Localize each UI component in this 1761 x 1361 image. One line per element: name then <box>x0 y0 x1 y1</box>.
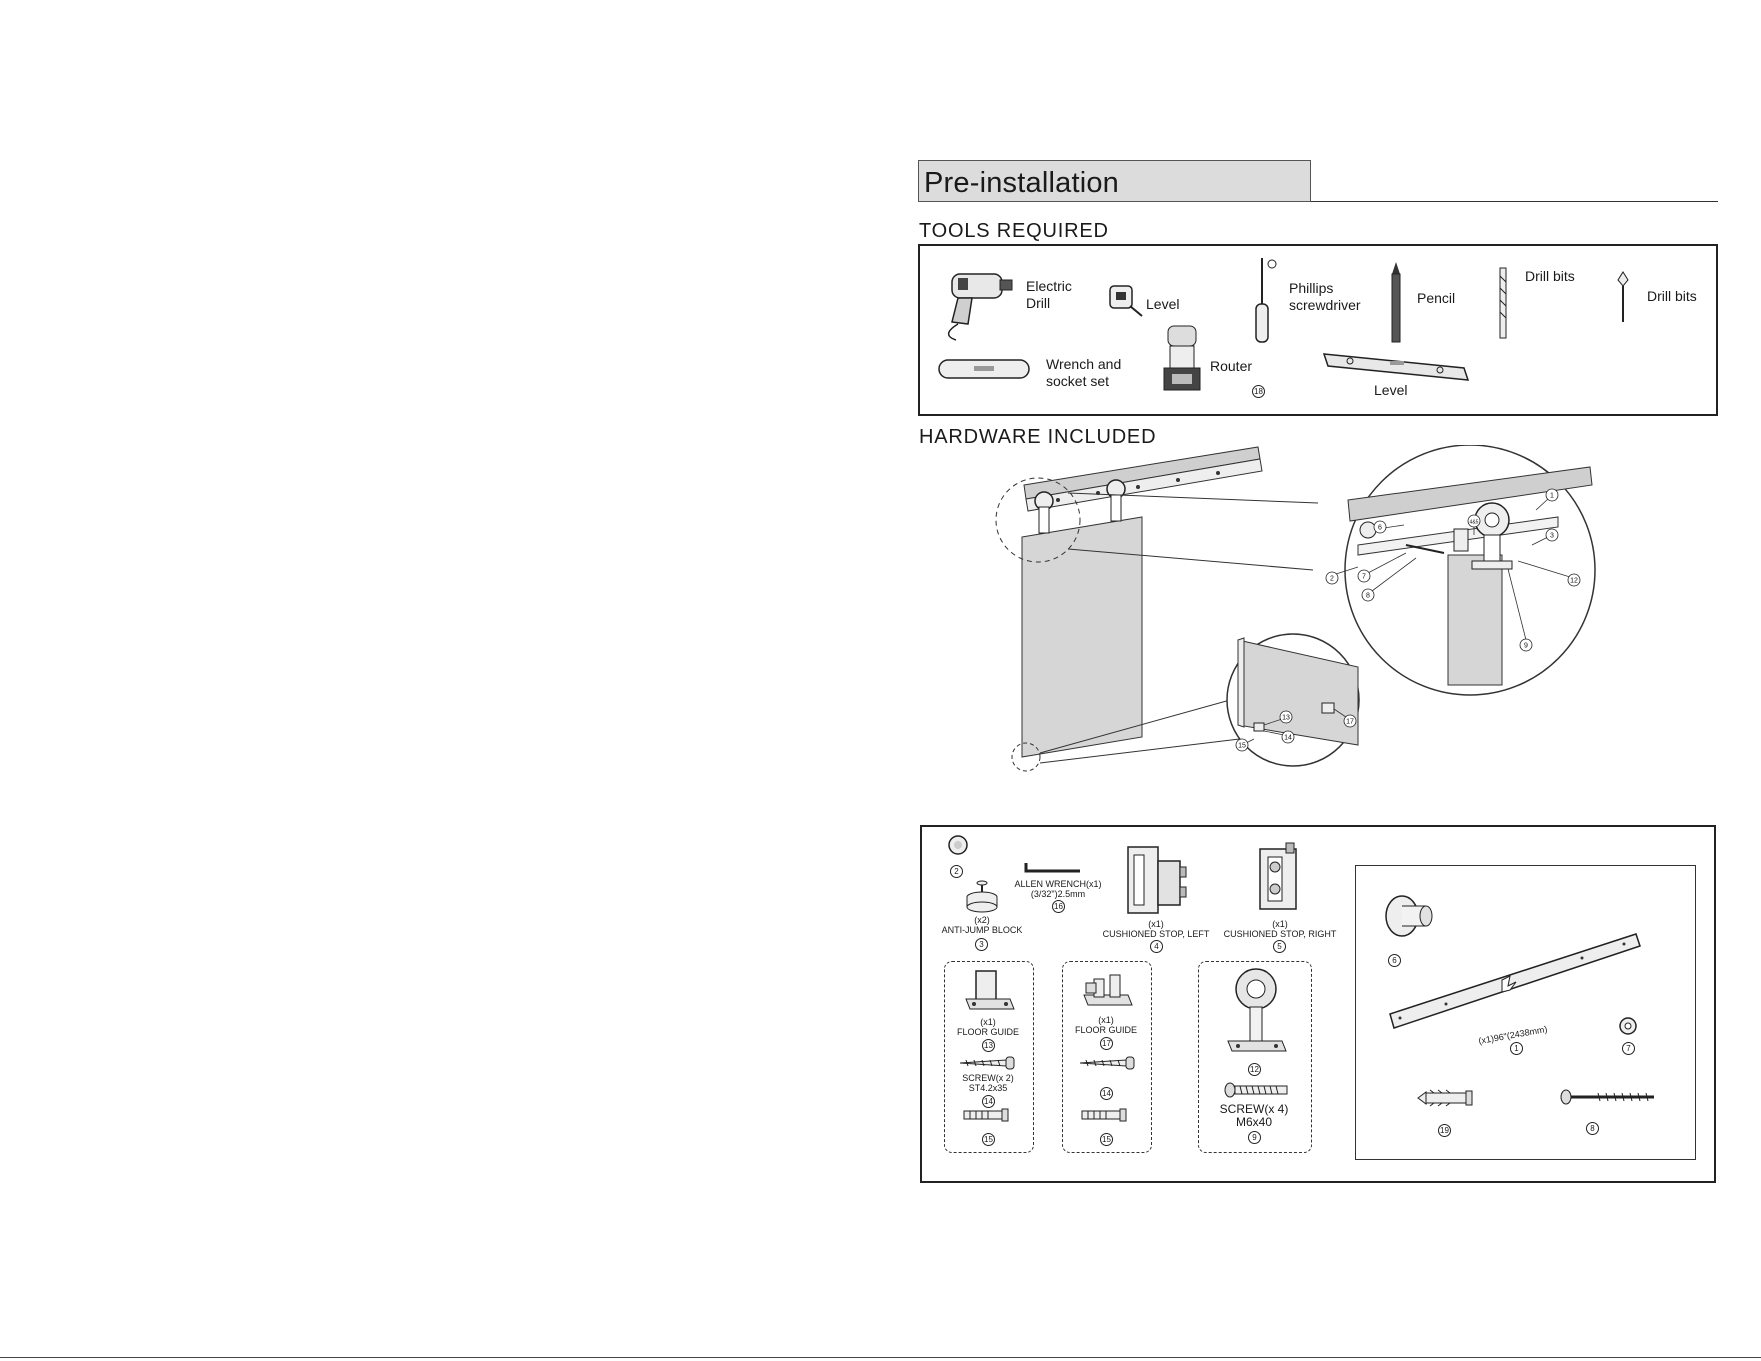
stop-right-caption: CUSHIONED STOP, RIGHT <box>1223 929 1337 939</box>
screw-icon <box>956 1055 1020 1071</box>
washer-icon <box>1618 1016 1638 1036</box>
svg-text:2: 2 <box>1330 575 1334 583</box>
svg-text:7: 7 <box>1362 573 1366 581</box>
fg1-qty: (x1) <box>980 1017 996 1027</box>
cushioned-stop-left-icon <box>1124 841 1188 917</box>
detail-callout-4and5 <box>1468 515 1480 527</box>
detail-callout-7 <box>1358 570 1370 582</box>
svg-text:14: 14 <box>1284 734 1292 742</box>
anti-jump-qty: (x2) <box>974 915 990 925</box>
tool-label-router: Router <box>1210 358 1253 374</box>
detail-callout-9 <box>1520 639 1532 651</box>
pre-installation-page <box>918 160 1718 1190</box>
fg2-caption: FLOOR GUIDE <box>1074 1025 1137 1035</box>
tools-heading: TOOLS REQUIRED <box>919 220 1109 242</box>
tool-label-screwdriver-line2: screwdriver <box>1289 297 1361 313</box>
wall-anchor-icon-2 <box>1078 1107 1132 1123</box>
part-num-8: 8 <box>1586 1122 1599 1135</box>
wall-anchor-icon <box>960 1107 1014 1123</box>
screw1-caption: SCREW(x 2) <box>962 1073 1014 1083</box>
part-num-7: 7 <box>1622 1042 1635 1055</box>
part-num-2: 2 <box>950 865 963 878</box>
wrench-icon <box>934 354 1034 384</box>
part-num-5: 5 <box>1273 940 1286 953</box>
anti-jump-block-icon <box>962 879 1002 913</box>
rail-caption: (x1)96"(2438mm) <box>1477 1024 1549 1046</box>
fg1-caption: FLOOR GUIDE <box>956 1027 1019 1037</box>
part-num-4: 4 <box>1150 940 1163 953</box>
page-bottom-rule <box>0 1357 1761 1358</box>
detail-callout-2 <box>1326 572 1338 584</box>
rail-parts-box <box>1355 865 1696 1160</box>
svg-text:12: 12 <box>1570 577 1578 585</box>
tool-label-drill-line2: Drill <box>1026 295 1051 311</box>
spirit-level-icon <box>1320 346 1482 386</box>
lag-screw-icon <box>1558 1088 1660 1106</box>
plastic-anchor-icon <box>1414 1088 1478 1108</box>
part-num-9: 9 <box>1248 1131 1261 1144</box>
part-num-12: 12 <box>1248 1063 1261 1076</box>
electric-drill-icon <box>938 270 1018 342</box>
track-rail-icon <box>1386 930 1646 1038</box>
part-num-3: 3 <box>975 938 988 951</box>
tool-label-level-1: Level <box>1146 296 1180 312</box>
detail-callout-8 <box>1362 589 1374 601</box>
allen-wrench-icon <box>1022 861 1084 877</box>
svg-text:8: 8 <box>1366 592 1370 600</box>
section-title: Pre-installation <box>924 167 1120 199</box>
svg-text:15: 15 <box>1238 742 1246 750</box>
stop-left-caption: CUSHIONED STOP, LEFT <box>1102 929 1210 939</box>
tool-label-wrench-line2: socket set <box>1046 373 1110 389</box>
floor-callout-14 <box>1282 731 1294 743</box>
tools-panel <box>918 244 1718 416</box>
screw1-size: ST4.2x35 <box>968 1083 1008 1093</box>
screw-icon-2 <box>1076 1055 1140 1071</box>
tool-label-wrench <box>1046 356 1121 390</box>
screwdriver-icon <box>1250 254 1278 346</box>
router-icon <box>1160 322 1204 402</box>
part-num-19: 19 <box>1438 1124 1451 1137</box>
pencil-icon <box>1388 260 1404 344</box>
part-num-14-b: 14 <box>1100 1087 1113 1100</box>
svg-text:13: 13 <box>1282 714 1290 722</box>
hardware-heading: HARDWARE INCLUDED <box>919 426 1157 448</box>
part-num-14-a: 14 <box>982 1095 995 1108</box>
detail-callout-6 <box>1374 521 1386 533</box>
svg-text:9: 9 <box>1524 642 1528 650</box>
spade-bit-icon <box>1615 270 1631 326</box>
part-num-1: 1 <box>1510 1042 1523 1055</box>
callout-18: 18 <box>1252 385 1265 398</box>
part-num-13: 13 <box>982 1039 995 1052</box>
svg-text:1: 1 <box>1550 492 1554 500</box>
detail-callout-12 <box>1568 574 1580 586</box>
tool-label-level-2: Level <box>1374 382 1408 398</box>
machine-screw-icon <box>1222 1081 1292 1099</box>
tape-measure-icon <box>1106 282 1146 322</box>
cushioned-stop-right-icon <box>1256 841 1304 915</box>
tool-label-drill-bits-2: Drill bits <box>1647 288 1697 304</box>
svg-text:4&5: 4&5 <box>1469 519 1479 526</box>
part-num-6: 6 <box>1388 954 1401 967</box>
fg2-qty: (x1) <box>1098 1015 1114 1025</box>
tool-label-pencil: Pencil <box>1417 290 1456 306</box>
tool-label-drill <box>1026 278 1072 312</box>
drill-bit-icon <box>1496 266 1510 340</box>
part-num-16: 16 <box>1052 900 1065 913</box>
anti-jump-caption: ANTI-JUMP BLOCK <box>941 925 1023 935</box>
screw3-size: M6x40 <box>1235 1115 1273 1129</box>
floor-callout-15 <box>1236 739 1248 751</box>
section-header <box>918 160 1718 203</box>
allen-size: (3/32")2.5mm <box>1030 889 1086 899</box>
roller-hanger-icon <box>1222 967 1290 1057</box>
plug-icon <box>946 833 970 857</box>
tool-label-drill-line1: Electric <box>1026 278 1072 294</box>
hardware-illustration <box>918 445 1718 815</box>
floor-guide-17-icon <box>1080 969 1134 1013</box>
parts-panel <box>920 825 1716 1183</box>
section-title-box <box>918 160 1311 202</box>
tool-label-drill-bits-1: Drill bits <box>1525 268 1575 284</box>
tool-label-screwdriver-line1: Phillips <box>1289 280 1334 296</box>
stop-right-qty: (x1) <box>1272 919 1288 929</box>
floor-callout-17 <box>1344 715 1356 727</box>
detail-callout-3 <box>1546 529 1558 541</box>
stop-left-qty: (x1) <box>1148 919 1164 929</box>
tool-label-wrench-line1: Wrench and <box>1046 356 1122 372</box>
allen-caption: ALLEN WRENCH(x1) <box>1014 879 1102 889</box>
floor-guide-13-icon <box>964 969 1016 1015</box>
screw3-caption: SCREW(x 4) <box>1219 1102 1289 1116</box>
svg-text:6: 6 <box>1378 524 1382 532</box>
part-num-15-b: 15 <box>1100 1133 1113 1146</box>
part-num-17: 17 <box>1100 1037 1113 1050</box>
tool-label-screwdriver <box>1289 280 1361 314</box>
svg-text:3: 3 <box>1550 532 1554 540</box>
svg-text:17: 17 <box>1346 718 1354 726</box>
part-num-15-a: 15 <box>982 1133 995 1146</box>
floor-callout-13 <box>1280 711 1292 723</box>
detail-callout-1 <box>1546 489 1558 501</box>
door-panel <box>1022 517 1142 757</box>
header-rule <box>1311 201 1718 202</box>
